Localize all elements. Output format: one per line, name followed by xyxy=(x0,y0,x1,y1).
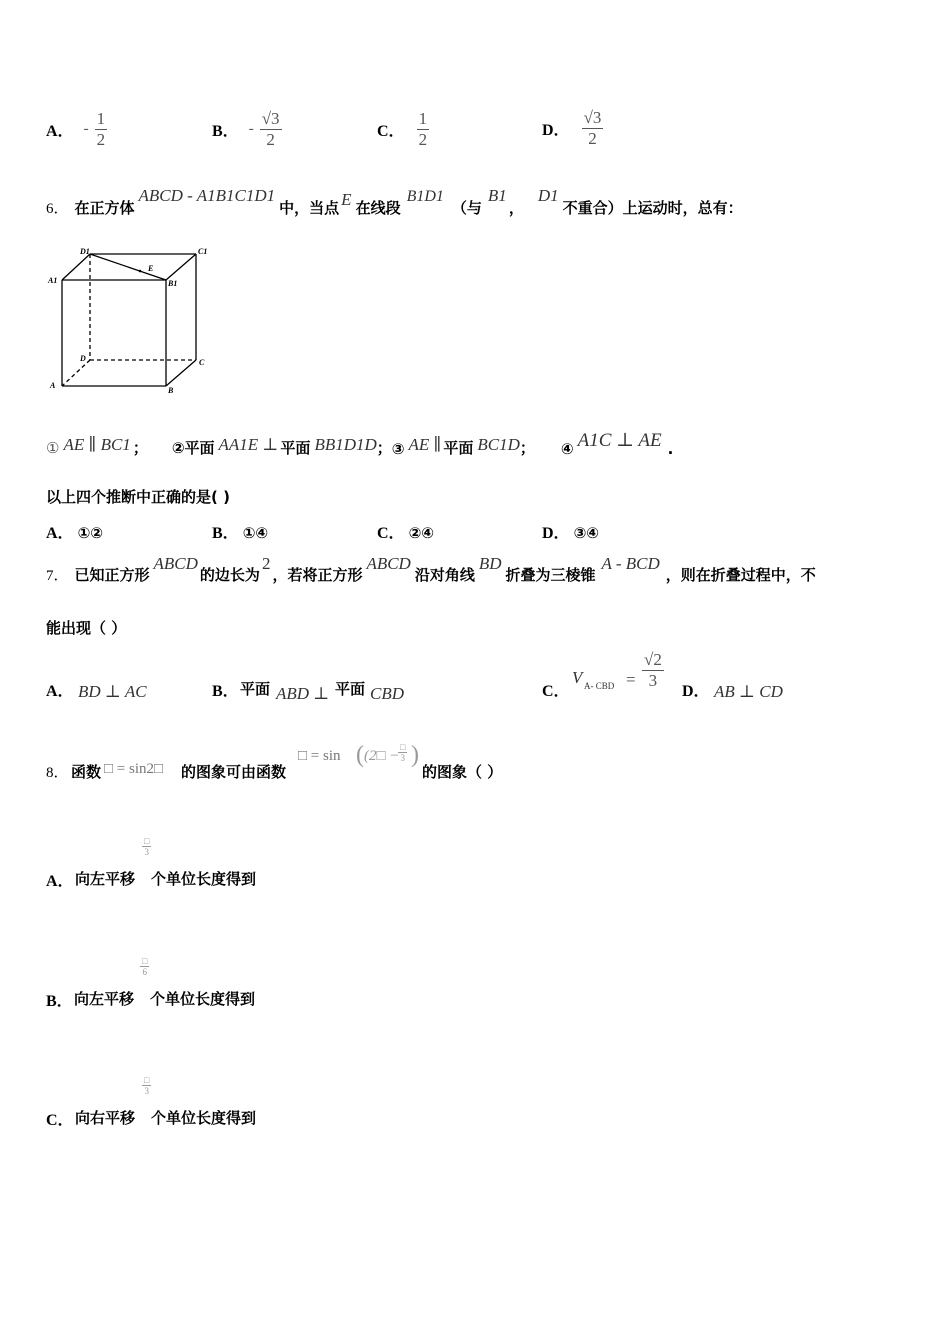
math-expression: (2□ − xyxy=(364,748,400,764)
statement-1-expr: AE ∥ BC1 xyxy=(63,435,131,454)
label-d: D xyxy=(80,354,86,363)
label-a: A xyxy=(50,381,56,390)
option-text: 向右平移 xyxy=(75,1109,136,1127)
option-text: 向左平移 xyxy=(74,990,135,1008)
statement-4-mark: ④ xyxy=(560,440,574,458)
minus-sign: - xyxy=(83,120,89,137)
fraction: $\frac{1}{2}$ xyxy=(96,108,106,149)
q7-stem: 7． 已知正方形 ABCD 的边长为 2 ，若将正方形 ABCD 沿对角线 BD 折叠为三棱锥 A - BCD ，则在折叠过程中，不 xyxy=(46,554,816,584)
option-text: ②④ xyxy=(408,524,434,542)
q5-option-a[interactable] xyxy=(46,104,107,154)
q7-option-c-sub: A- CBD xyxy=(584,681,615,691)
edge-cb xyxy=(166,360,196,386)
hidden-edge-da xyxy=(62,360,90,386)
math-expression: 2 xyxy=(261,554,271,573)
q6-question: 以上四个推断中正确的是( ) xyxy=(46,488,230,506)
q5-option-b[interactable] xyxy=(212,104,282,154)
q7-option-d-expr[interactable]: AB ⊥ CD xyxy=(714,682,783,701)
q8-option-c[interactable] xyxy=(46,1075,346,1129)
q8-option-b[interactable] xyxy=(46,956,346,1010)
edge-a1d1 xyxy=(62,254,90,280)
math-expression: □ = sin xyxy=(298,748,341,764)
q7-option-a-expr[interactable]: BD ⊥ AC xyxy=(78,682,147,701)
math-expression: ABCD xyxy=(366,554,411,573)
q7-option-b-label[interactable]: B． xyxy=(212,683,239,700)
math-expression: ABCD xyxy=(153,554,198,573)
diagonal-b1d1 xyxy=(90,254,166,280)
label-a1: A1 xyxy=(48,276,58,285)
label-c: C xyxy=(199,358,205,367)
statement-2-expr: AA1E ⊥ xyxy=(218,435,279,454)
label-b1: B1 xyxy=(168,279,178,288)
statement-3-mark: ③ xyxy=(391,440,405,458)
q8-stem: 8． 函数 □ = sin2□ 的图象可由函数 □ = sin ( (2□ − □ 3 ) 的图象（ ） xyxy=(46,742,503,781)
option-label: B． xyxy=(212,525,239,542)
option-label: C． xyxy=(377,122,405,140)
fraction: $\frac{√3}{2}$ xyxy=(583,107,602,148)
math-expression: A - BCD xyxy=(601,554,660,573)
label-d1: D1 xyxy=(80,247,90,256)
math-expression: B1D1 xyxy=(406,188,444,205)
q5-option-d[interactable] xyxy=(542,102,603,154)
pi-fraction: □ 3 xyxy=(144,836,150,857)
math-expression: E xyxy=(341,190,352,209)
option-label: D． xyxy=(542,121,570,139)
question-number: 7． xyxy=(46,568,69,584)
q7-option-b-text: 平面 xyxy=(240,680,271,698)
option-text: ①② xyxy=(77,524,103,542)
math-expression: □ = sin2□ xyxy=(104,761,164,777)
label-c1: C1 xyxy=(198,247,208,256)
q7-option-c-fraction: √2 3 xyxy=(644,650,662,690)
math-expression: B1 xyxy=(487,186,507,205)
option-text: 个单位长度得到 xyxy=(150,990,256,1008)
question-number: 6． xyxy=(46,201,69,217)
q6-statements: ① AE ∥ BC1 ； ②平面 AA1E ⊥ 平面 BB1D1D ； ③ AE ∥ 平面 BC1D ； ④ A1C ⊥ AE . xyxy=(46,430,674,458)
option-label: A． xyxy=(46,873,74,890)
q7-option-c-V: V xyxy=(572,668,583,687)
label-e: E xyxy=(148,264,154,273)
statement-3-expr2: BC1D xyxy=(477,435,520,454)
option-label: A． xyxy=(46,525,74,542)
option-label: C． xyxy=(377,525,405,542)
q5-option-c[interactable] xyxy=(377,104,429,154)
q7-option-a-label[interactable]: A． xyxy=(46,683,74,700)
fraction: $\frac{√3}{2}$ xyxy=(261,108,280,149)
paren-close: ) xyxy=(411,742,419,768)
q6-stem: 6． 在正方体 ABCD - A1B1C1D1 中，当点 E 在线段 B1D1 （与 B1 ， D1 不重合）上运动时，总有： xyxy=(46,186,743,217)
q7-option-d-label[interactable]: D． xyxy=(682,683,710,700)
statement-1-mark: ① xyxy=(46,441,60,457)
point-e xyxy=(139,270,142,273)
statement-2-expr2: BB1D1D xyxy=(314,435,377,454)
q7-option-b-text2: 平面 xyxy=(335,680,366,698)
option-text: 向左平移 xyxy=(75,870,136,888)
q7-stem-line2: 能出现（ ） xyxy=(46,619,127,637)
option-label: C． xyxy=(46,1112,74,1129)
label-b: B xyxy=(168,386,174,395)
q6-option-d[interactable] xyxy=(542,520,599,543)
q6-option-a[interactable] xyxy=(46,520,103,543)
cube-figure xyxy=(44,244,219,396)
minus-sign: - xyxy=(248,120,254,137)
option-text: 个单位长度得到 xyxy=(151,1109,257,1127)
q6-option-b[interactable] xyxy=(212,520,268,543)
question-number: 8． xyxy=(46,765,69,781)
statement-2-mark: ②平面 xyxy=(171,439,215,457)
math-expression: BD xyxy=(478,554,502,573)
option-label: B． xyxy=(46,993,73,1010)
option-text: 个单位长度得到 xyxy=(151,870,257,888)
option-label: D． xyxy=(542,525,570,542)
fraction: $\frac{1}{2}$ xyxy=(418,108,428,149)
statement-4-expr: A1C ⊥ AE xyxy=(577,430,662,451)
math-expression: D1 xyxy=(537,186,559,205)
q7-option-b-expr2[interactable]: CBD xyxy=(370,684,404,703)
option-label: A． xyxy=(46,122,74,140)
q6-option-c[interactable] xyxy=(377,520,434,543)
option-text: ①④ xyxy=(242,524,269,542)
paren-open: ( xyxy=(356,742,364,768)
q7-option-c-eq: = xyxy=(626,670,636,689)
pi-fraction: □ 3 xyxy=(144,1075,150,1096)
q8-option-a[interactable] xyxy=(46,836,346,890)
pi-fraction: □ 3 xyxy=(400,742,406,763)
pi-fraction: □ 6 xyxy=(142,956,148,977)
option-text: ③④ xyxy=(573,524,599,542)
q7-option-c-label[interactable]: C． xyxy=(542,683,570,700)
math-expression: ABCD - A1B1C1D1 xyxy=(138,186,276,205)
edge-c1b1 xyxy=(166,254,196,280)
statement-3-expr: AE ∥ xyxy=(408,435,442,454)
q7-option-b-expr1[interactable]: ABD ⊥ xyxy=(276,684,330,703)
option-label: B． xyxy=(212,122,239,140)
